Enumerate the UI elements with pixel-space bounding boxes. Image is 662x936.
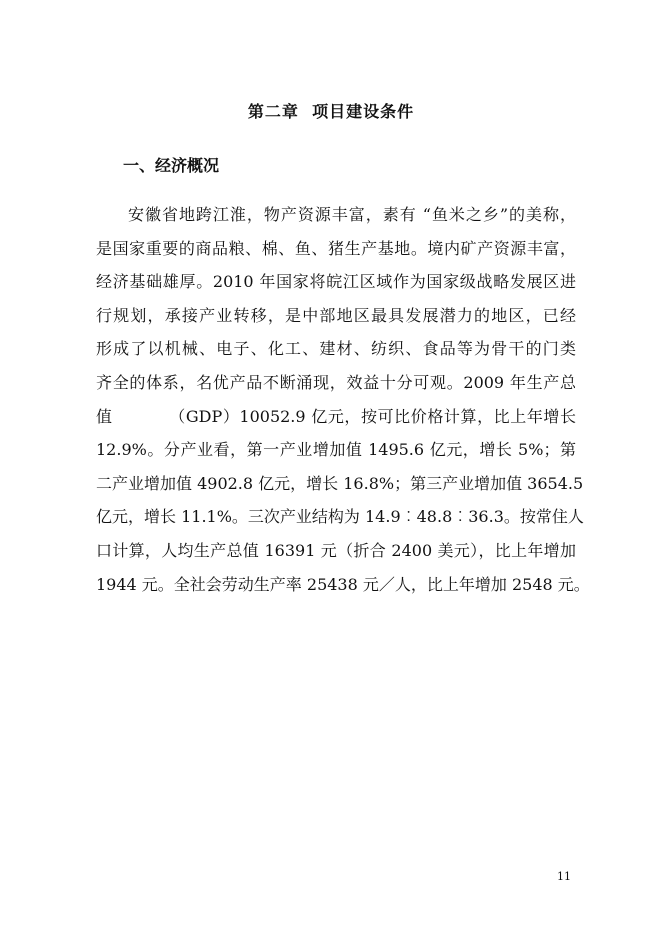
- section-heading: 一、经济概况: [123, 156, 220, 175]
- paragraph-line: 1944 元。全社会劳动生产率 25438 元／人，比上年增加 2548 元。: [96, 574, 590, 594]
- paragraph-line: 口计算，人均生产总值 16391 元（折合 2400 美元），比上年增加: [96, 540, 576, 560]
- page-number: 11: [557, 870, 571, 883]
- paragraph-line: 经济基础雄厚。2010 年国家将皖江区域作为国家级战略发展区进: [96, 272, 576, 292]
- paragraph-line: 形成了以机械、电子、化工、建材、纺织、食品等为骨干的门类: [96, 339, 576, 359]
- paragraph-line: 齐全的体系，名优产品不断涌现，效益十分可观。2009 年生产总: [96, 372, 576, 392]
- paragraph-line: 12.9%。分产业看，第一产业增加值 1495.6 亿元，增长 5%；第: [96, 440, 576, 460]
- paragraph-line: 值 （GDP）10052.9 亿元，按可比价格计算，比上年增长: [96, 406, 576, 426]
- paragraph-line: 是国家重要的商品粮、棉、鱼、猪生产基地。境内矿产资源丰富，: [96, 238, 576, 258]
- paragraph-line: 二产业增加值 4902.8 亿元，增长 16.8%；第三产业增加值 3654.5: [96, 473, 584, 493]
- chapter-title: 第二章 项目建设条件: [247, 102, 415, 121]
- paragraph-line: 亿元，增长 11.1%。三次产业结构为 14.9︰48.8︰36.3。按常住人: [96, 507, 584, 527]
- paragraph-line: 安徽省地跨江淮，物产资源丰富，素有 “鱼米之乡”的美称，: [128, 205, 576, 224]
- paragraph-line: 行规划，承接产业转移，是中部地区最具发展潜力的地区，已经: [96, 305, 576, 325]
- body-paragraph: [96, 204, 590, 607]
